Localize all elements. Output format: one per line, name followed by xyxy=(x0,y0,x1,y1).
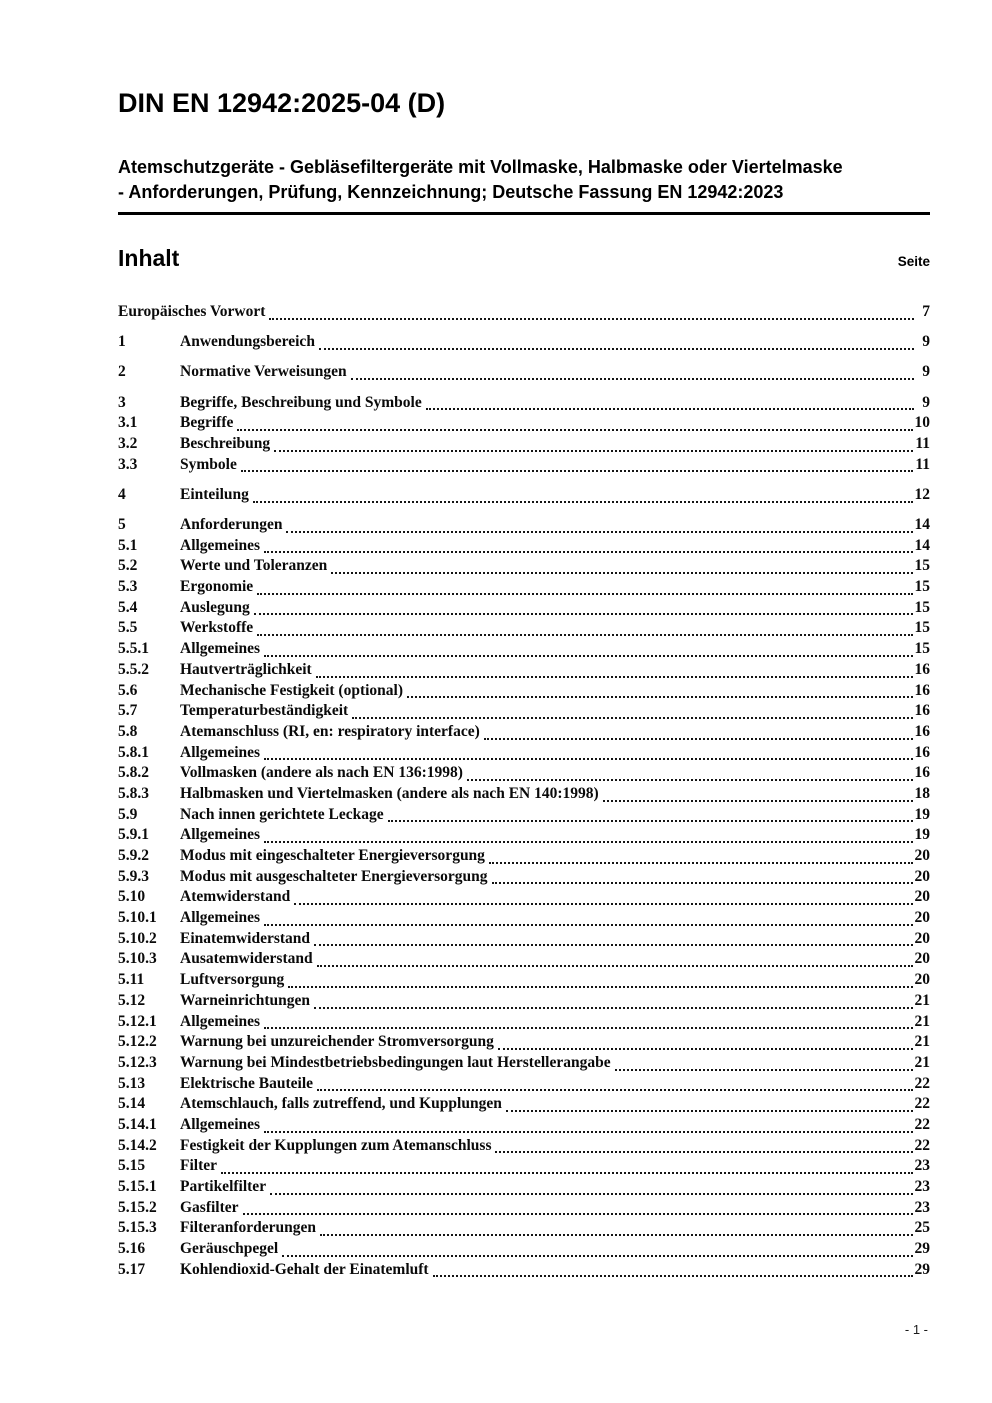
toc-entry[interactable] xyxy=(118,868,930,889)
dot-leader xyxy=(264,1027,912,1029)
toc-entry-page: 15 xyxy=(914,557,930,575)
toc-entry-page: 20 xyxy=(914,847,930,864)
toc-entry-title: Beschreibung xyxy=(180,434,271,452)
toc-entry-title: Allgemeines xyxy=(180,1012,261,1030)
dot-leader xyxy=(498,1048,913,1050)
dot-leader xyxy=(264,551,912,553)
toc-entry-title: Filteranforderungen xyxy=(180,1219,317,1237)
toc-entry-title: Einatemwiderstand xyxy=(180,929,311,947)
toc-entry-page: 19 xyxy=(914,805,930,823)
toc-entry-page: 19 xyxy=(914,826,930,844)
dot-leader xyxy=(352,717,912,719)
toc-entry[interactable] xyxy=(118,599,930,620)
toc-entry[interactable] xyxy=(118,557,930,578)
toc-entry-page: 23 xyxy=(914,1157,930,1175)
toc-entry-page: 25 xyxy=(914,1219,930,1237)
toc-entry-title: Allgemeines xyxy=(180,1115,261,1133)
toc-entry-number: 5.11 xyxy=(118,971,145,989)
dot-leader xyxy=(270,1193,912,1195)
toc-entry-page: 16 xyxy=(914,722,930,740)
dot-leader xyxy=(331,572,912,574)
toc-entry[interactable] xyxy=(118,333,930,354)
toc-entry-number: 5.9.3 xyxy=(118,867,149,885)
toc-entry-title: Atemanschluss (RI, en: respiratory interface) xyxy=(180,722,480,740)
toc-entry-title: Gasfilter xyxy=(180,1198,239,1216)
dot-leader xyxy=(243,1213,913,1215)
dot-leader xyxy=(489,862,913,864)
dot-leader xyxy=(433,1275,913,1277)
toc-entry-page: 23 xyxy=(914,1198,930,1216)
toc-entry-page: 15 xyxy=(914,598,930,616)
toc-entry-title: Allgemeines xyxy=(180,826,261,844)
toc-entry-number: 5.9 xyxy=(118,805,138,823)
toc-entry-number: 5.10.1 xyxy=(118,909,157,927)
toc-entry-number: 5.8.2 xyxy=(118,764,149,782)
toc-entry-title: Temperaturbeständigkeit xyxy=(180,702,349,720)
toc-entry-page: 20 xyxy=(914,971,930,989)
toc-entry-title: Mechanische Festigkeit (optional) xyxy=(180,681,404,699)
toc-entry-page: 16 xyxy=(914,743,930,761)
toc-entry-page: 11 xyxy=(915,434,930,452)
toc-entry-page: 22 xyxy=(914,1136,930,1154)
toc-entry-page: 20 xyxy=(914,867,930,885)
toc-entry-title: Atemwiderstand xyxy=(180,888,291,906)
toc-entry-number: 5.14.2 xyxy=(118,1136,157,1154)
toc-entry[interactable] xyxy=(118,1261,930,1282)
toc-entry-number: 5.10.2 xyxy=(118,929,157,947)
toc-entry-number: 5.16 xyxy=(118,1240,146,1258)
toc-entry-page: 16 xyxy=(914,660,930,678)
toc-entry[interactable] xyxy=(118,1240,930,1261)
toc-entry-number: 5.17 xyxy=(118,1260,146,1278)
toc-entry[interactable] xyxy=(118,456,930,477)
toc-entry[interactable] xyxy=(118,1033,930,1054)
toc-entry-title: Allgemeines xyxy=(180,909,261,927)
dot-leader xyxy=(274,450,913,452)
toc-entry-title: Ausatemwiderstand xyxy=(180,950,313,968)
toc-entry-number: 5.12.1 xyxy=(118,1012,157,1030)
toc-entry[interactable] xyxy=(118,950,930,971)
toc-entry-page: 18 xyxy=(914,784,930,802)
toc-entry-number: 5.12 xyxy=(118,991,146,1009)
page-number-footer: - 1 - xyxy=(904,1322,928,1337)
toc-entry[interactable] xyxy=(118,806,930,827)
toc-entry[interactable] xyxy=(118,537,930,558)
toc-entry-number: 5.12.2 xyxy=(118,1033,157,1051)
toc-entry-title: Festigkeit der Kupplungen zum Atemanschluss xyxy=(180,1136,492,1154)
toc-entry-number: 5.15.2 xyxy=(118,1198,157,1216)
toc-entry[interactable] xyxy=(118,1013,930,1034)
toc-entry-title: Kohlendioxid-Gehalt der Einatemluft xyxy=(180,1260,429,1278)
toc-entry[interactable] xyxy=(118,1095,930,1116)
toc-entry-title: Ergonomie xyxy=(180,578,254,596)
toc-entry-page: 21 xyxy=(914,1012,930,1030)
toc-entry-page: 15 xyxy=(914,619,930,637)
toc-entry[interactable] xyxy=(118,516,930,537)
toc-entry-page: 29 xyxy=(914,1260,930,1278)
toc-entry-title: Begriffe, Beschreibung und Symbole xyxy=(180,393,422,411)
page-column-label: Seite xyxy=(897,254,930,269)
toc-entry-title: Nach innen gerichtete Leckage xyxy=(180,805,384,823)
toc-entry-page: 21 xyxy=(914,1033,930,1051)
dot-leader xyxy=(426,408,914,410)
document-subtitle-line2: - Anforderungen, Prüfung, Kennzeichnung; Deutsche Fassung EN 12942:2023 xyxy=(118,182,784,202)
toc-entry-title: Anwendungsbereich xyxy=(180,333,315,351)
toc-entry-number: 5.15.3 xyxy=(118,1219,157,1237)
toc-entry-page: 12 xyxy=(914,485,930,503)
toc-entry-title: Werte und Toleranzen xyxy=(180,557,328,575)
toc-entry-page: 21 xyxy=(914,991,930,1009)
dot-leader xyxy=(388,820,913,822)
toc-entry[interactable] xyxy=(118,971,930,992)
toc-entry-page: 22 xyxy=(914,1115,930,1133)
dot-leader xyxy=(351,378,914,380)
toc-entry-number: 5.3 xyxy=(118,578,138,596)
toc-entry-number: 5.7 xyxy=(118,702,138,720)
dot-leader xyxy=(254,613,913,615)
document-subtitle xyxy=(118,155,930,215)
toc-entry-number: 5.1 xyxy=(118,536,138,554)
toc-entry-page: 15 xyxy=(914,578,930,596)
toc-entry-page: 14 xyxy=(914,516,930,533)
toc-entry-number: 5.9.1 xyxy=(118,826,149,844)
toc-entry[interactable] xyxy=(118,363,930,384)
toc-entry-title: Warnung bei Mindestbetriebsbedingungen laut Herstellerangabe xyxy=(180,1053,611,1071)
dot-leader xyxy=(492,882,913,884)
toc-entry-number: 5.8 xyxy=(118,722,138,740)
toc-entry-page: 16 xyxy=(914,702,930,720)
toc-entry-title: Warnung bei unzureichender Stromversorgung xyxy=(180,1033,494,1051)
toc-entry[interactable] xyxy=(118,1054,930,1075)
document-code-title: DIN EN 12942:2025-04 (D) xyxy=(118,88,446,118)
toc-entry-title: Hautverträglichkeit xyxy=(180,660,312,678)
toc-entry-number: 4 xyxy=(118,485,126,503)
toc-entry[interactable] xyxy=(118,764,930,785)
toc-entry-number: 5.14.1 xyxy=(118,1115,157,1133)
dot-leader xyxy=(294,903,912,905)
toc-entry[interactable] xyxy=(118,578,930,599)
dot-leader xyxy=(495,1151,912,1153)
toc-entry[interactable] xyxy=(118,1116,930,1137)
toc-entry-number: 1 xyxy=(118,333,126,351)
toc-entry-title: Filter xyxy=(180,1157,218,1175)
dot-leader xyxy=(615,1069,913,1071)
toc-entry[interactable] xyxy=(118,909,930,930)
document-content xyxy=(118,88,930,1281)
toc-entry-number: 5.12.3 xyxy=(118,1053,157,1071)
document-subtitle-line1: Atemschutzgeräte - Gebläsefiltergeräte mit Vollmaske, Halbmaske oder Viertelmaske xyxy=(118,157,843,177)
toc-entry-number: 5.8.3 xyxy=(118,784,149,802)
dot-leader xyxy=(314,944,912,946)
toc-entry-title: Partikelfilter xyxy=(180,1178,267,1195)
toc-entry-page: 9 xyxy=(922,333,930,351)
toc-entry[interactable] xyxy=(118,847,930,868)
toc-entry-number: 5.10.3 xyxy=(118,950,157,968)
toc-entry-number: 3.3 xyxy=(118,455,138,473)
toc-entry[interactable] xyxy=(118,930,930,951)
toc-entry-page: 7 xyxy=(922,303,930,320)
dot-leader xyxy=(484,738,913,740)
dot-leader xyxy=(317,1089,912,1091)
dot-leader xyxy=(603,800,913,802)
dot-leader xyxy=(286,531,912,533)
toc-entry-page: 10 xyxy=(914,414,930,432)
toc-entry-page: 20 xyxy=(914,950,930,968)
toc-entry[interactable] xyxy=(118,640,930,661)
toc-entry-page: 23 xyxy=(914,1178,930,1195)
toc-entry-title: Allgemeines xyxy=(180,536,261,554)
toc-entry-title: Vollmasken (andere als nach EN 136:1998) xyxy=(180,764,463,782)
toc-entry-title: Halbmasken und Viertelmasken (andere als nach EN 140:1998) xyxy=(180,784,599,802)
dot-leader xyxy=(269,318,914,320)
toc-entry-number: 5.8.1 xyxy=(118,743,149,761)
toc-entry[interactable] xyxy=(118,744,930,765)
toc-entry[interactable] xyxy=(118,1219,930,1240)
toc-entry-page: 20 xyxy=(914,888,930,906)
toc-entry-title: Begriffe xyxy=(180,414,234,432)
dot-leader xyxy=(320,1234,912,1236)
toc-entry[interactable] xyxy=(118,826,930,847)
dot-leader xyxy=(317,965,913,967)
toc-entry-title: Allgemeines xyxy=(180,640,261,658)
toc-entry[interactable] xyxy=(118,1157,930,1178)
dot-leader xyxy=(241,470,914,472)
dot-leader xyxy=(282,1255,912,1257)
toc-entry-title: Europäisches Vorwort xyxy=(118,303,266,320)
toc-entry-title: Anforderungen xyxy=(180,516,283,533)
dot-leader xyxy=(221,1172,912,1174)
dot-leader xyxy=(316,676,913,678)
toc-entry[interactable] xyxy=(118,486,930,507)
toc-entry-page: 11 xyxy=(915,455,930,473)
toc-entry-title: Atemschlauch, falls zutreffend, und Kupplungen xyxy=(180,1095,502,1113)
dot-leader xyxy=(319,348,914,350)
toc-entry-page: 9 xyxy=(922,363,930,381)
toc-entry[interactable] xyxy=(118,702,930,723)
toc-entry[interactable] xyxy=(118,435,930,456)
toc-entry-title: Allgemeines xyxy=(180,743,261,761)
toc-header xyxy=(118,245,930,272)
toc-entry[interactable] xyxy=(118,414,930,435)
toc-entry[interactable] xyxy=(118,1178,930,1199)
toc-heading: Inhalt xyxy=(118,245,180,271)
toc-entry[interactable] xyxy=(118,661,930,682)
toc-entry-number: 5 xyxy=(118,516,126,533)
toc-entry[interactable] xyxy=(118,1137,930,1158)
dot-leader xyxy=(264,841,912,843)
toc-entry-number: 5.15 xyxy=(118,1157,146,1175)
dot-leader xyxy=(264,1131,912,1133)
toc-entry-number: 3.2 xyxy=(118,434,138,452)
toc-entry-number: 3 xyxy=(118,393,126,411)
dot-leader xyxy=(314,1007,912,1009)
toc-entry-title: Einteilung xyxy=(180,485,249,503)
dot-leader xyxy=(288,986,912,988)
toc-entry-number: 5.5 xyxy=(118,619,138,637)
dot-leader xyxy=(264,655,912,657)
toc-entry-title: Symbole xyxy=(180,455,237,473)
toc-entry-number: 5.6 xyxy=(118,681,138,699)
dot-leader xyxy=(257,593,912,595)
toc-entry-number: 5.10 xyxy=(118,888,146,906)
toc-entry-page: 20 xyxy=(914,929,930,947)
toc-entry-page: 16 xyxy=(914,681,930,699)
dot-leader xyxy=(264,758,912,760)
toc-entry-number: 5.15.1 xyxy=(118,1178,157,1195)
toc-entry-title: Modus mit ausgeschalteter Energieversorgung xyxy=(180,867,488,885)
toc-entry[interactable] xyxy=(118,1075,930,1096)
dot-leader xyxy=(264,924,912,926)
dot-leader xyxy=(253,501,913,503)
dot-leader xyxy=(257,634,912,636)
toc-entry-page: 29 xyxy=(914,1240,930,1258)
toc-entry-number: 5.5.2 xyxy=(118,660,149,678)
toc-entry-page: 21 xyxy=(914,1053,930,1071)
toc-entry[interactable] xyxy=(118,303,930,324)
toc-entry-title: Luftversorgung xyxy=(180,971,285,989)
toc-entry-title: Normative Verweisungen xyxy=(180,363,347,381)
toc-entry[interactable] xyxy=(118,1199,930,1220)
dot-leader xyxy=(407,696,912,698)
toc-entry-page: 9 xyxy=(922,393,930,411)
toc-entry-title: Elektrische Bauteile xyxy=(180,1074,314,1092)
toc-entry[interactable] xyxy=(118,785,930,806)
toc-entry-title: Geräuschpegel xyxy=(180,1240,279,1258)
toc-entry[interactable] xyxy=(118,682,930,703)
toc-entry-number: 5.2 xyxy=(118,557,138,575)
toc-entry-page: 16 xyxy=(914,764,930,782)
toc-entry-page: 22 xyxy=(914,1074,930,1092)
toc-entry-number: 5.5.1 xyxy=(118,640,149,658)
toc-entry-number: 5.14 xyxy=(118,1095,146,1113)
toc-entry-page: 15 xyxy=(914,640,930,658)
toc-entry-title: Modus mit eingeschalteter Energieversorgung xyxy=(180,847,485,864)
toc-entry-number: 5.13 xyxy=(118,1074,146,1092)
toc-entry-page: 20 xyxy=(914,909,930,927)
toc-entry[interactable] xyxy=(118,394,930,415)
toc-list xyxy=(118,303,930,1281)
toc-entry[interactable] xyxy=(118,992,930,1013)
dot-leader xyxy=(506,1110,913,1112)
toc-entry[interactable] xyxy=(118,723,930,744)
toc-entry-number: 5.9.2 xyxy=(118,847,149,864)
toc-entry-title: Werkstoffe xyxy=(180,619,254,637)
dot-leader xyxy=(237,429,912,431)
toc-entry-number: 2 xyxy=(118,363,126,381)
dot-leader xyxy=(467,779,913,781)
toc-entry-page: 22 xyxy=(914,1095,930,1113)
toc-entry-title: Warneinrichtungen xyxy=(180,991,311,1009)
toc-entry-number: 5.4 xyxy=(118,598,138,616)
toc-entry[interactable] xyxy=(118,619,930,640)
toc-entry-title: Auslegung xyxy=(180,598,250,616)
toc-entry-page: 14 xyxy=(914,536,930,554)
toc-entry[interactable] xyxy=(118,888,930,909)
toc-entry-number: 3.1 xyxy=(118,414,138,432)
